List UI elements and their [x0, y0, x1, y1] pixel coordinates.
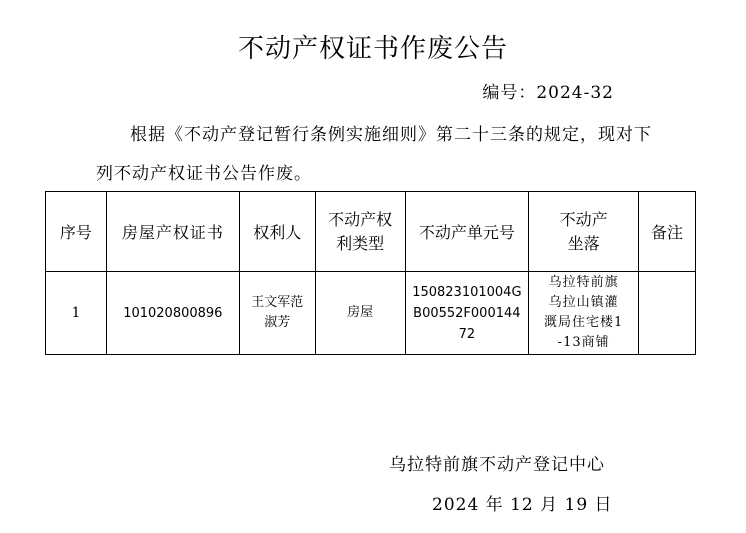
header-seq: 序号	[46, 192, 107, 272]
header-owner: 权利人	[239, 192, 315, 272]
cell-unit: 150823101004GB00552F00014472	[405, 272, 529, 355]
cell-cert: 101020800896	[106, 272, 239, 355]
cell-type: 房屋	[315, 272, 405, 355]
revocation-table	[45, 191, 696, 355]
notice-paragraph: 根据《不动产登记暂行条例实施细则》第二十三条的规定，现对下列不动产权证书公告作废。	[96, 125, 652, 184]
cell-remark	[639, 272, 696, 355]
document-number: 编号：2024-32	[482, 83, 614, 103]
cell-owner: 王文军范淑芳	[239, 272, 315, 355]
table-row	[46, 272, 696, 355]
table-header-row	[46, 192, 696, 272]
header-type: 不动产权利类型	[315, 192, 405, 272]
notice-title: 不动产权证书作废公告	[237, 34, 508, 64]
header-location: 不动产坐落	[529, 192, 639, 272]
issue-date: 2024 年 12 月 19 日	[432, 495, 613, 515]
issuing-organization: 乌拉特前旗不动产登记中心	[389, 455, 605, 475]
header-cert: 房屋产权证书	[106, 192, 239, 272]
header-unit: 不动产单元号	[405, 192, 529, 272]
header-remark: 备注	[639, 192, 696, 272]
cell-location: 乌拉特前旗乌拉山镇灌溉局住宅楼1-13商铺	[529, 272, 639, 355]
cell-seq: 1	[46, 272, 107, 355]
